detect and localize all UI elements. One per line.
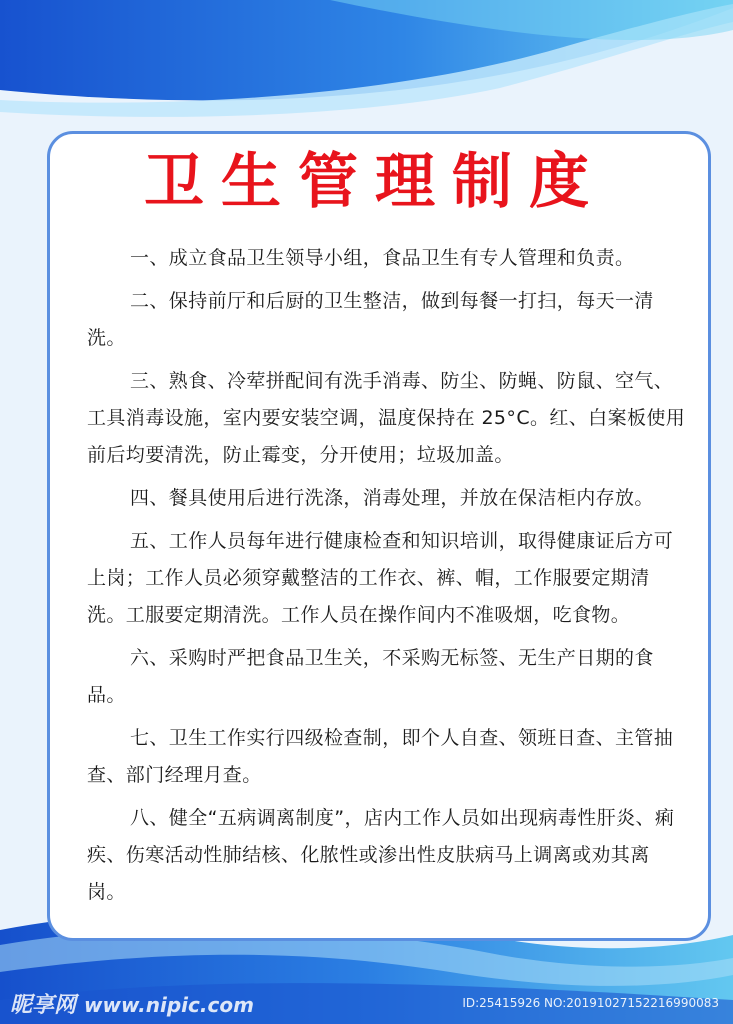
watermark-brand: 昵享网 xyxy=(10,993,77,1018)
rule-paragraph-8: 八、健全“五病调离制度”，店内工作人员如出现病毒性肝炎、痢疾、伤寒活动性肺结核、化脓性或渗出性皮肤病马上调离或劝其离岗。 xyxy=(87,807,675,903)
watermark-id: ID:25415926 NO:20191027152216990083 xyxy=(462,996,719,1010)
page-title: 卫生管理制度 xyxy=(144,147,606,217)
rule-paragraph-4: 四、餐具使用后进行洗涤，消毒处理，并放在保洁柜内存放。 xyxy=(130,487,654,509)
rule-paragraph-1: 一、成立食品卫生领导小组，食品卫生有专人管理和负责。 xyxy=(130,247,635,269)
rule-paragraph-7: 七、卫生工作实行四级检查制，即个人自查、领班日查、主管抽查、部门经理月查。 xyxy=(87,727,674,786)
site-watermark xyxy=(10,988,254,1019)
rule-paragraph-6: 六、采购时严把食品卫生关，不采购无标签、无生产日期的食品。 xyxy=(87,647,654,706)
watermark-url: www.nipic.com xyxy=(84,993,254,1017)
rules-body xyxy=(87,240,687,917)
rule-paragraph-3: 三、熟食、冷荤拼配间有洗手消毒、防尘、防蝇、防鼠、空气、工具消毒设施，室内要安装空调，温度保持在 25°C。红、白案板使用前后均要清洗，防止霉变，分开使用；垃圾加盖。 xyxy=(87,370,686,466)
rule-paragraph-2: 二、保持前厅和后厨的卫生整洁，做到每餐一打扫，每天一清洗。 xyxy=(87,290,654,349)
rule-paragraph-5: 五、工作人员每年进行健康检查和知识培训，取得健康证后方可上岗；工作人员必须穿戴整洁的工作衣、裤、帽，工作服要定期清洗。工服要定期清洗。工作人员在操作间内不准吸烟，吃食物。 xyxy=(87,530,674,626)
